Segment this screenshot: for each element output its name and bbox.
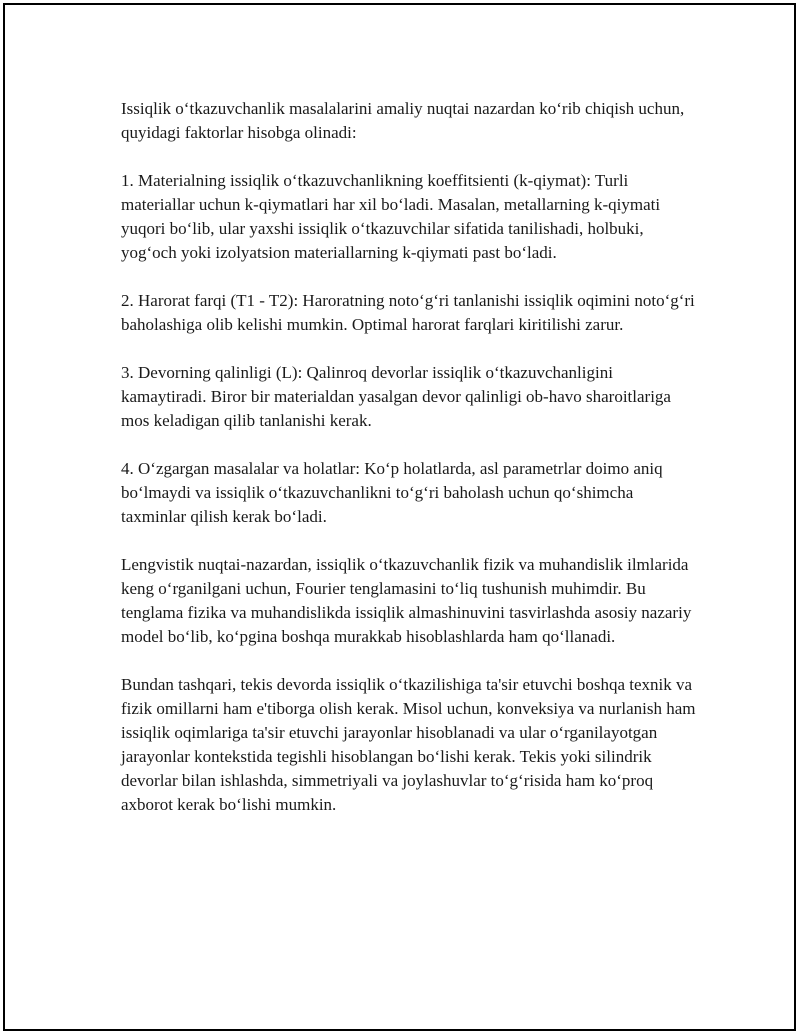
linguistic-paragraph: Lengvistik nuqtai-nazardan, issiqlik o‘tkazuvchanlik fizik va muhandislik ilmlarida keng o‘rganilgani uchun, Fourier tenglamasini to‘liq tushunish muhimdir. Bu tenglama fizika va muhandislikda issiqlik almashinuvini tasvirlashda asosiy nazariy model bo‘lib, ko‘pgina boshqa murakkab hisoblashlarda ham qo‘llanadi.: [121, 555, 692, 646]
intro-paragraph: Issiqlik o‘tkazuvchanlik masalalarini amaliy nuqtai nazardan ko‘rib chiqish uchun, quyidagi faktorlar hisobga olinadi:: [121, 99, 685, 142]
factor-4-paragraph: 4. O‘zgargan masalalar va holatlar: Ko‘p holatlarda, asl parametrlar doimo aniq bo‘lmaydi va issiqlik o‘tkazuvchanlikni to‘g‘ri baholash uchun qo‘shimcha taxminlar qilish kerak bo‘ladi.: [121, 459, 663, 526]
factor-2-paragraph: 2. Harorat farqi (T1 - T2): Haroratning noto‘g‘ri tanlanishi issiqlik oqimini noto‘g‘ri baholashiga olib kelishi mumkin. Optimal harorat farqlari kiritilishi zarur.: [121, 291, 695, 334]
additional-factors-paragraph: Bundan tashqari, tekis devorda issiqlik o‘tkazilishiga ta'sir etuvchi boshqa texnik va fizik omillarni ham e'tiborga olish kerak. Misol uchun, konveksiya va nurlanish ham issiqlik oqimlariga ta'sir etuvchi jarayonlar hisoblanadi va ular o‘rganilayotgan jarayonlar kontekstida tegishli hisoblangan bo‘lishi kerak. Tekis yoki silindrik devorlar bilan ishlashda, simmetriyali va joylashuvlar to‘g‘risida ham ko‘proq axborot kerak bo‘lishi mumkin.: [121, 675, 696, 814]
factor-1-paragraph: 1. Materialning issiqlik o‘tkazuvchanlikning koeffitsienti (k-qiymat): Turli materiallar uchun k-qiymatlari har xil bo‘ladi. Masalan, metallarning k-qiymati yuqori bo‘lib, ular yaxshi issiqlik o‘tkazuvchilar sifatida tanilishadi, holbuki, yog‘och yoki izolyatsion materiallarning k-qiymati past bo‘ladi.: [121, 171, 661, 262]
document-body: [121, 97, 701, 841]
page-frame: [3, 3, 796, 1031]
factor-3-paragraph: 3. Devorning qalinligi (L): Qalinroq devorlar issiqlik o‘tkazuvchanligini kamaytiradi. Biror bir materialdan yasalgan devor qalinligi ob-havo sharoitlariga mos keladigan qilib tanlanishi kerak.: [121, 363, 671, 430]
